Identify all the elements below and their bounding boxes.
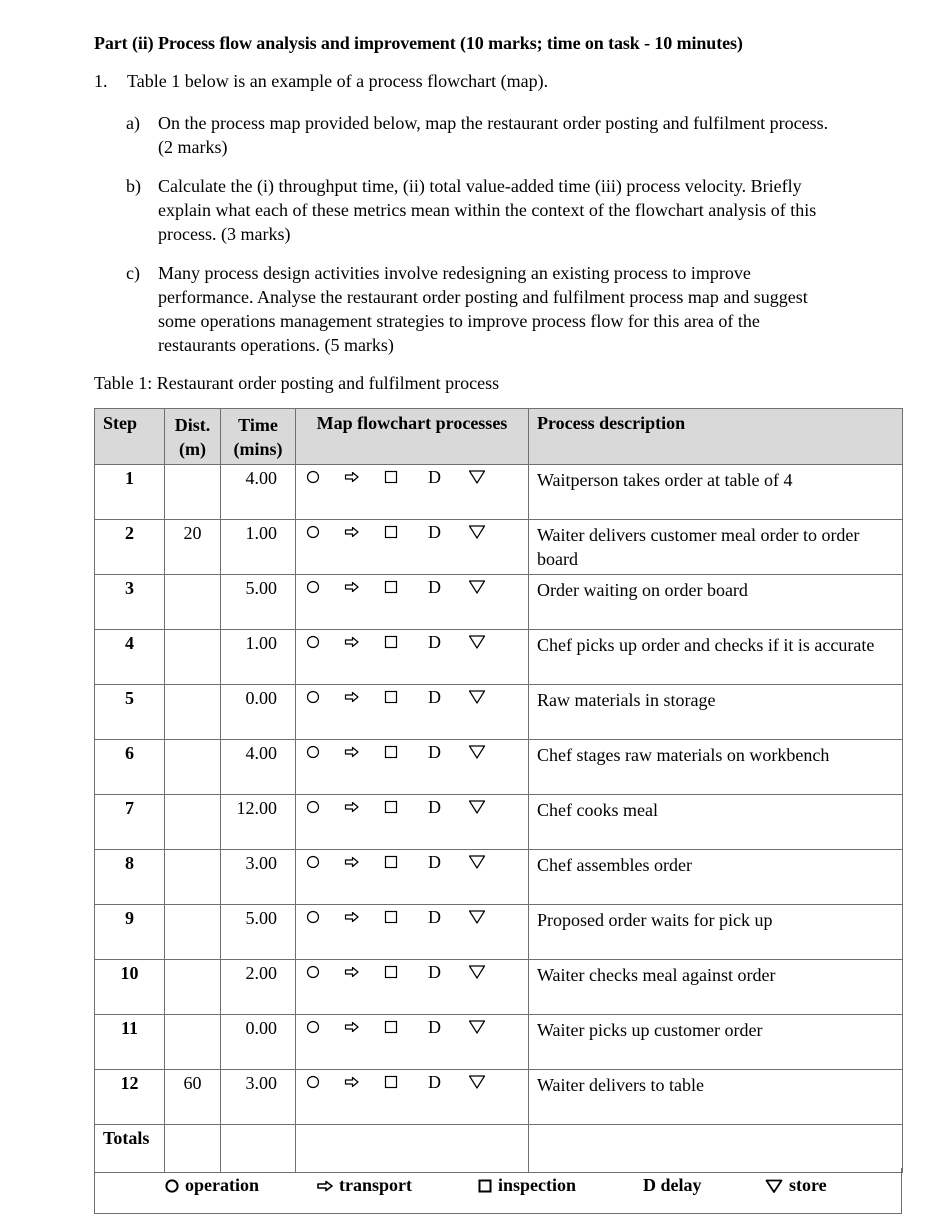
- inspection-symbol-icon[interactable]: [384, 851, 398, 873]
- operation-symbol-icon[interactable]: [306, 631, 320, 653]
- store-symbol-icon[interactable]: [468, 1016, 486, 1038]
- part-line: restaurants operations. (5 marks): [158, 335, 394, 355]
- step-number: 8: [95, 850, 165, 905]
- legend-inspection: [478, 1175, 576, 1196]
- step-map-symbols: [296, 795, 529, 850]
- page-heading: Part (ii) Process flow analysis and improvement (10 marks; time on task - 10 minutes): [94, 33, 743, 53]
- step-map-symbols: [296, 1015, 529, 1070]
- step-description: Chef stages raw materials on workbench: [529, 740, 903, 795]
- step-distance: [165, 960, 221, 1015]
- table-caption: Table 1: Restaurant order posting and fulfilment process: [94, 373, 500, 393]
- store-symbol-icon[interactable]: [468, 686, 486, 708]
- question-number: 1.: [94, 71, 108, 91]
- legend-operation: [165, 1175, 259, 1196]
- step-time: 4.00: [221, 465, 296, 520]
- transport-symbol-icon[interactable]: [344, 851, 360, 873]
- legend-store-label: store: [789, 1175, 827, 1195]
- step-description: Waiter picks up customer order: [529, 1015, 903, 1070]
- step-description: Waiter delivers customer meal order to order board: [529, 520, 903, 575]
- step-time: 0.00: [221, 685, 296, 740]
- store-symbol-icon[interactable]: [468, 576, 486, 598]
- store-symbol-icon[interactable]: [468, 1071, 486, 1093]
- transport-symbol-icon[interactable]: [344, 1016, 360, 1038]
- operation-symbol-icon[interactable]: [306, 906, 320, 928]
- step-number: 4: [95, 630, 165, 685]
- transport-symbol-icon[interactable]: [344, 631, 360, 653]
- step-time: 5.00: [221, 575, 296, 630]
- step-distance: [165, 905, 221, 960]
- header-description: Process description: [529, 409, 903, 465]
- delay-symbol[interactable]: D: [428, 687, 441, 707]
- store-symbol-icon[interactable]: [468, 796, 486, 818]
- part-label: a): [126, 113, 140, 133]
- step-map-symbols: [296, 960, 529, 1015]
- step-number: 10: [95, 960, 165, 1015]
- inspection-symbol-icon[interactable]: [384, 521, 398, 543]
- process-step-row: [95, 630, 903, 685]
- step-number: 1: [95, 465, 165, 520]
- part-line: Calculate the (i) throughput time, (ii) total value-added time (iii) process velocity. Briefly: [158, 176, 802, 196]
- legend-transport: [317, 1175, 412, 1196]
- step-distance: [165, 630, 221, 685]
- step-description: Chef picks up order and checks if it is accurate: [529, 630, 903, 685]
- totals-time-cell[interactable]: [221, 1125, 296, 1173]
- operation-symbol-icon[interactable]: [306, 796, 320, 818]
- legend-delay-label: D delay: [643, 1175, 702, 1195]
- operation-symbol-icon[interactable]: [306, 1071, 320, 1093]
- inspection-symbol-icon[interactable]: [384, 631, 398, 653]
- step-map-symbols: [296, 905, 529, 960]
- legend-operation-label: operation: [185, 1175, 259, 1195]
- legend-transport-label: transport: [339, 1175, 412, 1195]
- step-map-symbols: [296, 575, 529, 630]
- header-map: Map flowchart processes: [296, 409, 529, 465]
- operation-symbol-icon[interactable]: [306, 1016, 320, 1038]
- step-time: 3.00: [221, 1070, 296, 1125]
- step-time: 2.00: [221, 960, 296, 1015]
- store-symbol-icon[interactable]: [468, 961, 486, 983]
- transport-symbol-icon[interactable]: [344, 466, 360, 488]
- process-step-row: [95, 905, 903, 960]
- process-step-row: [95, 520, 903, 575]
- symbol-legend: [94, 1168, 902, 1214]
- part-label: c): [126, 263, 140, 283]
- step-distance: [165, 740, 221, 795]
- store-symbol-icon[interactable]: [468, 741, 486, 763]
- step-distance: 20: [165, 520, 221, 575]
- store-symbol-icon[interactable]: [468, 521, 486, 543]
- step-number: 2: [95, 520, 165, 575]
- process-flow-table: [94, 408, 903, 1173]
- inspection-symbol-icon[interactable]: [384, 1016, 398, 1038]
- process-step-row: [95, 575, 903, 630]
- step-map-symbols: [296, 630, 529, 685]
- transport-symbol-icon[interactable]: [344, 906, 360, 928]
- delay-symbol[interactable]: D: [428, 907, 441, 927]
- process-step-row: [95, 685, 903, 740]
- transport-symbol-icon[interactable]: [344, 521, 360, 543]
- inspection-symbol-icon[interactable]: [384, 686, 398, 708]
- store-symbol-icon[interactable]: [468, 906, 486, 928]
- process-step-row: [95, 465, 903, 520]
- delay-symbol[interactable]: D: [428, 962, 441, 982]
- inspection-symbol-icon[interactable]: [384, 961, 398, 983]
- part-label: b): [126, 176, 141, 196]
- transport-symbol-icon[interactable]: [344, 576, 360, 598]
- transport-symbol-icon[interactable]: [344, 686, 360, 708]
- inspection-symbol-icon[interactable]: [384, 906, 398, 928]
- totals-distance-cell[interactable]: [165, 1125, 221, 1173]
- step-description: Waiter checks meal against order: [529, 960, 903, 1015]
- header-step: Step: [95, 409, 165, 465]
- step-time: 3.00: [221, 850, 296, 905]
- totals-map-cell[interactable]: [296, 1125, 529, 1173]
- step-number: 5: [95, 685, 165, 740]
- operation-symbol-icon[interactable]: [306, 686, 320, 708]
- question-text: Table 1 below is an example of a process flowchart (map).: [127, 71, 549, 91]
- part-line: On the process map provided below, map the restaurant order posting and fulfilment process.: [158, 113, 829, 133]
- inspection-symbol-icon[interactable]: [384, 796, 398, 818]
- step-description: Chef cooks meal: [529, 795, 903, 850]
- legend-store: [765, 1175, 827, 1196]
- step-time: 0.00: [221, 1015, 296, 1070]
- step-description: Order waiting on order board: [529, 575, 903, 630]
- process-step-row: [95, 1015, 903, 1070]
- process-step-row: [95, 1070, 903, 1125]
- operation-symbol-icon[interactable]: [306, 741, 320, 763]
- process-step-row: [95, 740, 903, 795]
- operation-symbol-icon[interactable]: [306, 466, 320, 488]
- delay-symbol[interactable]: D: [428, 467, 441, 487]
- legend-delay: [643, 1175, 702, 1196]
- step-description: Waitperson takes order at table of 4: [529, 465, 903, 520]
- step-map-symbols: [296, 850, 529, 905]
- step-map-symbols: [296, 520, 529, 575]
- store-symbol-icon[interactable]: [468, 631, 486, 653]
- step-time: 12.00: [221, 795, 296, 850]
- store-symbol-icon[interactable]: [468, 851, 486, 873]
- inspection-symbol-icon[interactable]: [384, 576, 398, 598]
- step-distance: [165, 685, 221, 740]
- delay-symbol[interactable]: D: [428, 632, 441, 652]
- delay-symbol[interactable]: D: [428, 1072, 441, 1092]
- totals-description-cell[interactable]: [529, 1125, 903, 1173]
- transport-symbol-icon[interactable]: [344, 961, 360, 983]
- step-description: Proposed order waits for pick up: [529, 905, 903, 960]
- totals-row: [95, 1125, 903, 1173]
- step-distance: [165, 575, 221, 630]
- legend-inspection-label: inspection: [498, 1175, 577, 1195]
- step-number: 9: [95, 905, 165, 960]
- operation-symbol-icon[interactable]: [306, 521, 320, 543]
- header-time-label: Time: [238, 415, 278, 435]
- header-time: [221, 409, 296, 465]
- step-number: 11: [95, 1015, 165, 1070]
- part-line: (2 marks): [158, 137, 228, 157]
- part-line: process. (3 marks): [158, 224, 291, 244]
- step-time: 1.00: [221, 520, 296, 575]
- step-number: 6: [95, 740, 165, 795]
- step-number: 7: [95, 795, 165, 850]
- header-distance-unit: (m): [179, 439, 206, 459]
- step-distance: [165, 465, 221, 520]
- step-map-symbols: [296, 740, 529, 795]
- step-map-symbols: [296, 465, 529, 520]
- inspection-square-icon: [478, 1179, 492, 1193]
- step-time: 4.00: [221, 740, 296, 795]
- step-map-symbols: [296, 685, 529, 740]
- delay-symbol[interactable]: D: [428, 852, 441, 872]
- inspection-symbol-icon[interactable]: [384, 466, 398, 488]
- operation-symbol-icon[interactable]: [306, 961, 320, 983]
- step-distance: 60: [165, 1070, 221, 1125]
- inspection-symbol-icon[interactable]: [384, 1071, 398, 1093]
- part-line: performance. Analyse the restaurant order posting and fulfilment process map and suggest: [158, 287, 808, 307]
- step-number: 3: [95, 575, 165, 630]
- transport-symbol-icon[interactable]: [344, 1071, 360, 1093]
- step-number: 12: [95, 1070, 165, 1125]
- delay-symbol[interactable]: D: [428, 797, 441, 817]
- header-time-unit: (mins): [233, 439, 283, 459]
- step-distance: [165, 795, 221, 850]
- step-description: Waiter delivers to table: [529, 1070, 903, 1125]
- step-time: 1.00: [221, 630, 296, 685]
- transport-symbol-icon[interactable]: [344, 796, 360, 818]
- transport-arrow-icon: [317, 1180, 333, 1192]
- part-line: Many process design activities involve redesigning an existing process to improve: [158, 263, 751, 283]
- step-distance: [165, 850, 221, 905]
- operation-symbol-icon[interactable]: [306, 576, 320, 598]
- step-time: 5.00: [221, 905, 296, 960]
- step-description: Raw materials in storage: [529, 685, 903, 740]
- operation-circle-icon: [165, 1179, 179, 1193]
- step-map-symbols: [296, 1070, 529, 1125]
- operation-symbol-icon[interactable]: [306, 851, 320, 873]
- process-step-row: [95, 850, 903, 905]
- delay-symbol[interactable]: D: [428, 742, 441, 762]
- store-triangle-icon: [765, 1179, 783, 1193]
- inspection-symbol-icon[interactable]: [384, 741, 398, 763]
- totals-label: Totals: [95, 1125, 165, 1173]
- header-distance-label: Dist.: [174, 415, 211, 435]
- step-distance: [165, 1015, 221, 1070]
- part-line: some operations management strategies to improve process flow for this area of the: [158, 311, 760, 331]
- step-description: Chef assembles order: [529, 850, 903, 905]
- header-distance: [165, 409, 221, 465]
- store-symbol-icon[interactable]: [468, 466, 486, 488]
- process-step-row: [95, 795, 903, 850]
- process-step-row: [95, 960, 903, 1015]
- delay-symbol[interactable]: D: [428, 577, 441, 597]
- transport-symbol-icon[interactable]: [344, 741, 360, 763]
- delay-symbol[interactable]: D: [428, 522, 441, 542]
- delay-symbol[interactable]: D: [428, 1017, 441, 1037]
- part-line: explain what each of these metrics mean within the context of the flowchart analysis of this: [158, 200, 817, 220]
